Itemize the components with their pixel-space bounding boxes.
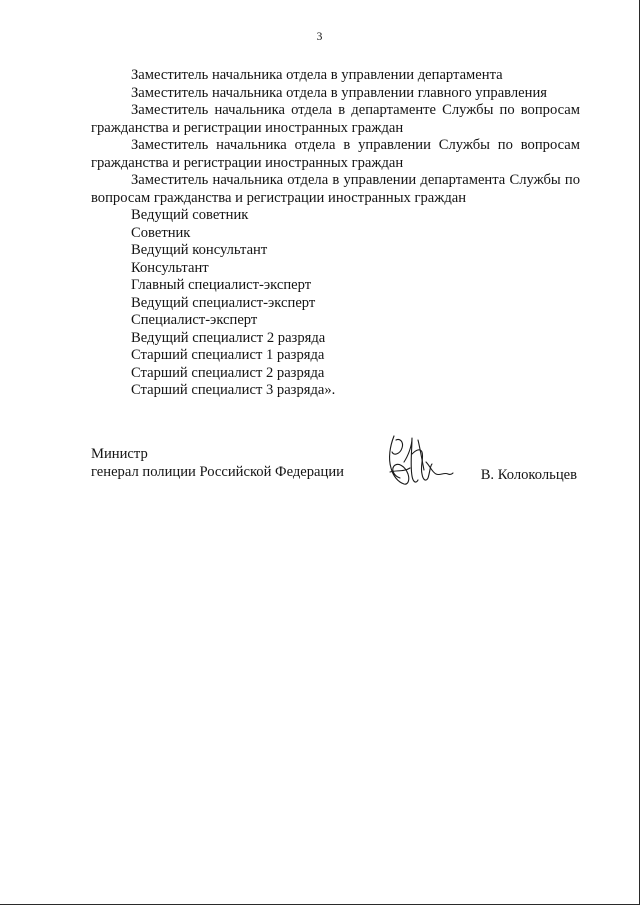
position-line: Ведущий специалист 2 разряда <box>131 329 326 346</box>
signature-block <box>91 446 580 506</box>
signature-stroke <box>392 439 403 454</box>
position-line: Советник <box>131 224 191 241</box>
position-line: Заместитель начальника отдела в управлении департамента <box>131 67 503 83</box>
position-line: Старший специалист 2 разряда <box>131 364 325 381</box>
signatory-title: Министр <box>91 446 148 462</box>
position-line: Заместитель начальника отдела в управлении Службы по вопросам гражданства и регистрации иностранных граждан <box>91 137 580 171</box>
positions-list <box>91 67 580 400</box>
position-line: Ведущий специалист-эксперт <box>131 294 316 311</box>
handwritten-signature <box>382 432 454 496</box>
position-line: Главный специалист-эксперт <box>131 277 312 293</box>
position-line: Ведущий консультант <box>131 242 268 258</box>
position-line: Заместитель начальника отдела в управлении главного управления <box>131 84 547 101</box>
position-line: Ведущий советник <box>131 207 249 223</box>
signatory-position <box>91 446 344 481</box>
position-line: Консультант <box>131 259 209 276</box>
signature-stroke <box>426 462 453 475</box>
signatory-rank: генерал полиции Российской Федерации <box>91 463 344 480</box>
signature-stroke <box>390 436 409 484</box>
position-line: Старший специалист 3 разряда». <box>131 382 336 398</box>
page-number: 3 <box>316 31 323 43</box>
signature-strokes <box>390 436 453 484</box>
position-line: Старший специалист 1 разряда <box>131 347 325 363</box>
position-line: Заместитель начальника отдела в управлении департамента Службы по вопросам гражданства и регистрации иностранных граждан <box>91 172 580 206</box>
position-line: Заместитель начальника отдела в департаменте Службы по вопросам гражданства и регистрации иностранных граждан <box>91 102 580 136</box>
signature-stroke <box>404 438 418 482</box>
signature-stroke <box>418 440 424 470</box>
position-line: Специалист-эксперт <box>131 312 258 328</box>
signatory-name: В. Колокольцев <box>480 467 577 483</box>
